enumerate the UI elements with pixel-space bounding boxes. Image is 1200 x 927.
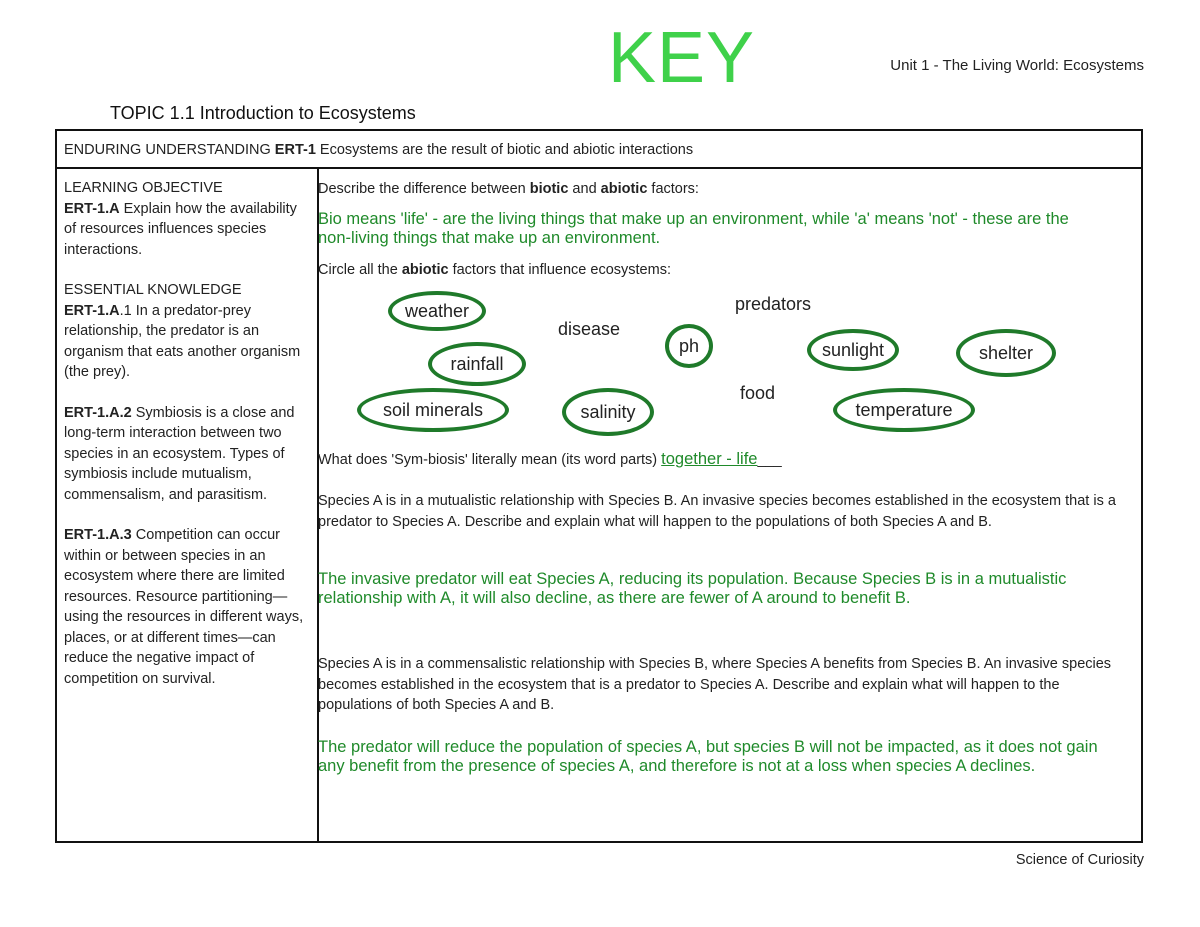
ek3-code: ERT-1.A.3 [64, 527, 132, 543]
ek3-text: Competition can occur within or between species in an ecosystem where there are limited resources. Resource partitioning— using the resources in different ways, places, or at different times—can reduce the negative impact of competition on survival. [64, 527, 304, 687]
factor-temperature-circled [833, 388, 975, 432]
factor-temperature-label: temperature [855, 399, 953, 420]
ek1-code: ERT-1.A [64, 302, 120, 319]
essential-knowledge-3 [64, 525, 304, 689]
objectives-column [57, 169, 319, 841]
enduring-understanding-row [57, 131, 1141, 169]
answer-biotic-abiotic: Bio means 'life' - are the living things that make up an environment, while 'a' means 'not' - these are the non-living things that make up an environment. [318, 210, 1069, 247]
factor-shelter-circled [956, 329, 1056, 377]
eu-code: ERT-1 [274, 142, 316, 158]
question-biotic-abiotic [318, 179, 1128, 200]
learning-objective [64, 178, 304, 260]
ek2-text: Symbiosis is a close and long-term interaction between two species in an ecosystem. Types of symbiosis include mutualism, commensalism, and parasitism. [64, 404, 295, 503]
question-commensalistic: Species A is in a commensalistic relationship with Species B, where Species A benefits from Species B. An invasive species becomes established in the ecosystem that is a predator to Species A. Describe and explain what will happen to the populations of both Species A and B. [318, 656, 1112, 713]
factor-disease: disease [558, 319, 621, 339]
question-circle-abiotic [318, 260, 1128, 281]
factor-predators: predators [735, 294, 812, 314]
factor-sunlight-label: sunlight [821, 339, 885, 360]
factor-sunlight-circled [807, 329, 899, 371]
factor-shelter-label: shelter [978, 342, 1034, 363]
factor-food: food [740, 383, 776, 403]
lo-text: Explain how the availability of resources influences species interactions. [64, 200, 297, 258]
factor-rainfall-label: rainfall [450, 353, 504, 374]
q1-abiotic: abiotic [600, 181, 648, 197]
ek-heading: ESSENTIAL KNOWLEDGE [64, 282, 242, 298]
factor-ph-circled [665, 324, 713, 368]
key-label: KEY [608, 18, 756, 98]
ek1-text: In a predator-prey relationship, the predator is an organism that eats another organism (the prey). [64, 302, 301, 380]
eu-text: Ecosystems are the result of biotic and abiotic interactions [315, 142, 694, 158]
question-symbiosis-meaning [318, 449, 1128, 471]
essential-knowledge-1 [64, 280, 304, 383]
q1-post: factors: [647, 181, 699, 197]
q2-pre: Circle all the [318, 262, 402, 278]
questions-column [310, 169, 1141, 841]
factor-weather-circled [388, 291, 486, 331]
lo-code: ERT-1.A [64, 200, 120, 217]
lo-heading: LEARNING OBJECTIVE [64, 180, 223, 196]
q2-abiotic: abiotic [401, 262, 449, 278]
ek1-code-suffix: .1 [119, 302, 132, 319]
q2-post: factors that influence ecosystems: [448, 262, 671, 278]
q1-and: and [568, 181, 601, 197]
factor-salinity-label: salinity [580, 401, 636, 422]
factor-salinity-circled [562, 388, 654, 436]
q1-pre: Describe the difference between [318, 181, 530, 197]
q3-text: What does 'Sym-biosis' literally mean (its word parts) [318, 452, 662, 468]
factor-rainfall-circled [428, 342, 526, 386]
ek2-code: ERT-1.A.2 [64, 404, 132, 421]
answer-mutualistic: The invasive predator will eat Species A, reducing its population. Because Species B is in a mutualistic relationship with A, it will also decline, as there are fewer of A around to benefit B. [318, 570, 1067, 607]
factor-ph-label: ph [678, 335, 700, 356]
footer-credit: Science of Curiosity [1015, 852, 1144, 868]
essential-knowledge-2 [64, 403, 304, 506]
eu-prefix: ENDURING UNDERSTANDING [64, 142, 275, 158]
factor-soil-minerals-circled [357, 388, 509, 432]
unit-title: Unit 1 - The Living World: Ecosystems [890, 57, 1144, 74]
worksheet-table [55, 129, 1143, 843]
answer-symbiosis-tail: ___ [757, 452, 782, 468]
topic-title: TOPIC 1.1 Introduction to Ecosystems [110, 103, 416, 123]
factor-weather-label: weather [404, 300, 470, 321]
answer-symbiosis: together - life [661, 450, 758, 468]
q1-biotic: biotic [529, 181, 569, 197]
question-mutualistic: Species A is in a mutualistic relationship with Species B. An invasive species becomes established in the ecosystem that is a predator to Species A. Describe and explain what will happen to the populations of both Species A and B. [318, 493, 1116, 530]
answer-commensalistic: The predator will reduce the population of species A, but species B will not be impacted, as it does not gain any benefit from the presence of species A, and therefore is not at a loss when species A declines. [318, 738, 1098, 775]
factor-soil-minerals-label: soil minerals [382, 399, 484, 420]
